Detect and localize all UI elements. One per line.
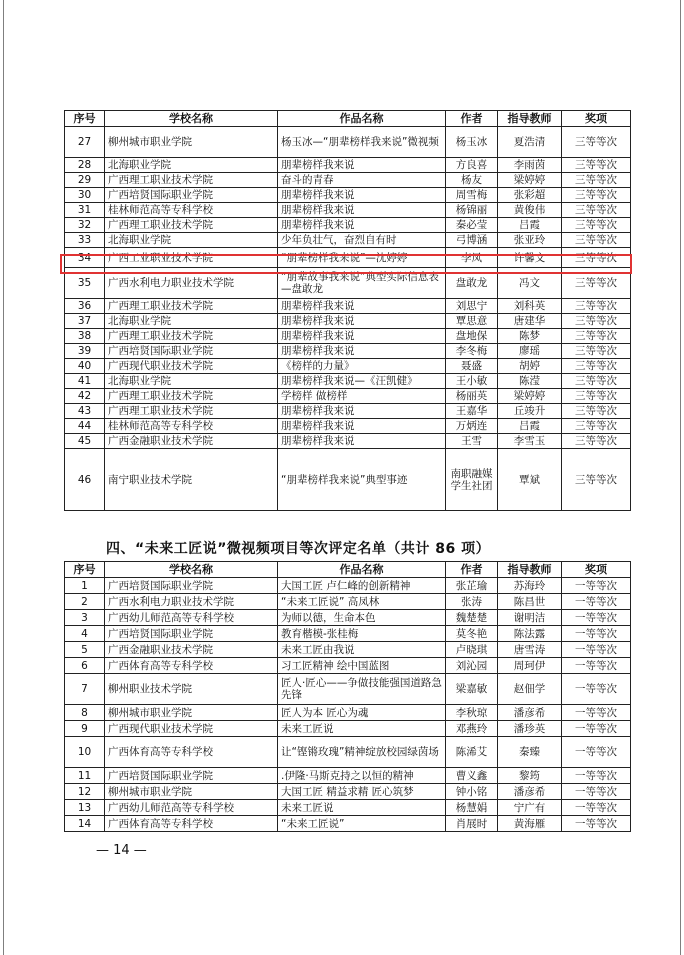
cell-index: 33 (65, 233, 105, 248)
header-award: 奖项 (562, 562, 631, 578)
cell-school: 广西理工职业技术学院 (105, 404, 278, 419)
cell-teacher: 吕霞 (498, 419, 562, 434)
table-header-row (65, 111, 631, 127)
cell-teacher: 黎筠 (498, 768, 562, 784)
cell-award: 三等等次 (562, 374, 631, 389)
cell-school: 广西体育高等专科学校 (105, 658, 278, 674)
table-row (65, 784, 631, 800)
cell-index: 11 (65, 768, 105, 784)
cell-work: 朋辈榜样我来说 (278, 188, 446, 203)
cell-award: 一等等次 (562, 737, 631, 768)
cell-index: 12 (65, 784, 105, 800)
cell-work: 少年负壮气，奋烈自有时 (278, 233, 446, 248)
cell-teacher: 刘科英 (498, 299, 562, 314)
award-table-previous-section (64, 110, 631, 511)
cell-author: 王嘉华 (446, 404, 498, 419)
cell-school: 广西培贤国际职业学院 (105, 344, 278, 359)
cell-school: 柳州城市职业学院 (105, 127, 278, 158)
cell-school: 广西培贤国际职业学院 (105, 768, 278, 784)
cell-work: 大国工匠 卢仁峰的创新精神 (278, 578, 446, 594)
cell-teacher: 李雪玉 (498, 434, 562, 449)
cell-author: 李凤 (446, 248, 498, 268)
table-row (65, 449, 631, 511)
cell-author: 刘思宁 (446, 299, 498, 314)
header-teacher: 指导教师 (498, 111, 562, 127)
cell-author: 李秋琼 (446, 705, 498, 721)
cell-teacher: 赵佃学 (498, 674, 562, 705)
table-row (65, 314, 631, 329)
cell-award: 一等等次 (562, 705, 631, 721)
cell-index: 1 (65, 578, 105, 594)
cell-author: 南职融媒学生社团 (446, 449, 498, 511)
cell-teacher: 冯文 (498, 268, 562, 299)
table-row (65, 299, 631, 314)
table-row (65, 233, 631, 248)
cell-author: 陈浠艾 (446, 737, 498, 768)
cell-award: 三等等次 (562, 389, 631, 404)
cell-index: 41 (65, 374, 105, 389)
cell-index: 39 (65, 344, 105, 359)
cell-work: 大国工匠 精益求精 匠心筑梦 (278, 784, 446, 800)
cell-award: 三等等次 (562, 419, 631, 434)
cell-award: 三等等次 (562, 173, 631, 188)
table-row (65, 594, 631, 610)
cell-index: 5 (65, 642, 105, 658)
cell-work: 朋辈榜样我来说 (278, 344, 446, 359)
table-row (65, 610, 631, 626)
cell-author: 秦必莹 (446, 218, 498, 233)
cell-work: 朋辈榜样我来说 (278, 218, 446, 233)
table-row (65, 674, 631, 705)
cell-index: 34 (65, 248, 105, 268)
table-row (65, 268, 631, 299)
cell-work: 教育楷模-张桂梅 (278, 626, 446, 642)
cell-author: 周雪梅 (446, 188, 498, 203)
table-row (65, 218, 631, 233)
table-row (65, 419, 631, 434)
cell-award: 一等等次 (562, 626, 631, 642)
table-row (65, 816, 631, 832)
cell-teacher: 潘彦希 (498, 784, 562, 800)
cell-author: 方良喜 (446, 158, 498, 173)
header-teacher: 指导教师 (498, 562, 562, 578)
cell-school: 广西理工职业技术学院 (105, 173, 278, 188)
header-index: 序号 (65, 562, 105, 578)
cell-author: 梁嘉敏 (446, 674, 498, 705)
table-row (65, 359, 631, 374)
table-row (65, 127, 631, 158)
cell-teacher: 潘珍英 (498, 721, 562, 737)
cell-award: 一等等次 (562, 610, 631, 626)
table-header-row (65, 562, 631, 578)
cell-index: 44 (65, 419, 105, 434)
cell-work: 朋辈榜样我来说 (278, 203, 446, 218)
table-row (65, 705, 631, 721)
cell-work: 《榜样的力量》 (278, 359, 446, 374)
cell-author: 邓燕玲 (446, 721, 498, 737)
cell-work: “朋辈榜样我来说”典型事迹 (278, 449, 446, 511)
cell-school: 北海职业学院 (105, 374, 278, 389)
cell-school: 柳州城市职业学院 (105, 705, 278, 721)
cell-author: 李冬梅 (446, 344, 498, 359)
cell-school: 广西培贤国际职业学院 (105, 188, 278, 203)
cell-school: 广西幼儿师范高等专科学校 (105, 610, 278, 626)
cell-teacher: 覃斌 (498, 449, 562, 511)
cell-work: 朋辈榜样我来说 (278, 404, 446, 419)
cell-award: 一等等次 (562, 816, 631, 832)
cell-author: 王雪 (446, 434, 498, 449)
cell-work: 未来工匠说 (278, 800, 446, 816)
cell-school: 广西水利电力职业技术学院 (105, 268, 278, 299)
cell-award: 一等等次 (562, 658, 631, 674)
cell-index: 45 (65, 434, 105, 449)
cell-award: 三等等次 (562, 203, 631, 218)
cell-award: 三等等次 (562, 329, 631, 344)
cell-award: 一等等次 (562, 578, 631, 594)
award-table-future-craftsman (64, 561, 631, 832)
table-row (65, 203, 631, 218)
cell-teacher: 张彩超 (498, 188, 562, 203)
table-row (65, 188, 631, 203)
cell-award: 三等等次 (562, 127, 631, 158)
header-school: 学校名称 (105, 111, 278, 127)
cell-work: 朋辈榜样我来说 (278, 299, 446, 314)
cell-school: 广西理工职业技术学院 (105, 329, 278, 344)
cell-award: 一等等次 (562, 594, 631, 610)
cell-award: 一等等次 (562, 721, 631, 737)
table-row (65, 389, 631, 404)
cell-award: 三等等次 (562, 233, 631, 248)
cell-teacher: 黄俊伟 (498, 203, 562, 218)
page-number: — 14 — (96, 843, 147, 858)
cell-award: 一等等次 (562, 674, 631, 705)
cell-school: 北海职业学院 (105, 158, 278, 173)
cell-work: 未来工匠说 (278, 721, 446, 737)
cell-index: 4 (65, 626, 105, 642)
cell-teacher: 陈梦 (498, 329, 562, 344)
cell-teacher: 陈法露 (498, 626, 562, 642)
page-border-right (680, 0, 681, 955)
cell-author: 钟小铭 (446, 784, 498, 800)
cell-author: 弓博涵 (446, 233, 498, 248)
cell-work: “未来工匠说” (278, 816, 446, 832)
cell-work: 朋辈榜样我来说 (278, 314, 446, 329)
cell-author: 杨玉冰 (446, 127, 498, 158)
cell-teacher: 梁婷婷 (498, 173, 562, 188)
cell-index: 14 (65, 816, 105, 832)
cell-school: 广西体育高等专科学校 (105, 737, 278, 768)
cell-award: 三等等次 (562, 299, 631, 314)
cell-school: 广西理工职业技术学院 (105, 299, 278, 314)
table-row (65, 434, 631, 449)
cell-school: 广西工业职业技术学院 (105, 248, 278, 268)
cell-school: 广西理工职业技术学院 (105, 389, 278, 404)
header-award: 奖项 (562, 111, 631, 127)
cell-author: 杨友 (446, 173, 498, 188)
cell-author: 魏楚楚 (446, 610, 498, 626)
cell-author: 王小敏 (446, 374, 498, 389)
cell-author: 肖展时 (446, 816, 498, 832)
cell-index: 10 (65, 737, 105, 768)
table-row (65, 658, 631, 674)
cell-index: 6 (65, 658, 105, 674)
cell-award: 一等等次 (562, 768, 631, 784)
cell-index: 43 (65, 404, 105, 419)
cell-work: 奋斗的青春 (278, 173, 446, 188)
cell-index: 29 (65, 173, 105, 188)
cell-award: 三等等次 (562, 314, 631, 329)
cell-author: 杨慧娟 (446, 800, 498, 816)
cell-index: 32 (65, 218, 105, 233)
header-school: 学校名称 (105, 562, 278, 578)
table-row (65, 800, 631, 816)
cell-author: 聂盛 (446, 359, 498, 374)
cell-work: 朋辈榜样我来说 (278, 419, 446, 434)
cell-award: 三等等次 (562, 268, 631, 299)
table-row (65, 374, 631, 389)
header-work: 作品名称 (278, 562, 446, 578)
cell-award: 一等等次 (562, 800, 631, 816)
cell-teacher: 谢明洁 (498, 610, 562, 626)
cell-award: 三等等次 (562, 188, 631, 203)
cell-school: 北海职业学院 (105, 314, 278, 329)
cell-teacher: 梁婷婷 (498, 389, 562, 404)
cell-author: 张涛 (446, 594, 498, 610)
cell-teacher: 周珂伊 (498, 658, 562, 674)
cell-author: 张芷瑜 (446, 578, 498, 594)
cell-work: “朋辈榜样我来说”—沈婷婷 (278, 248, 446, 268)
cell-author: 杨丽英 (446, 389, 498, 404)
header-index: 序号 (65, 111, 105, 127)
header-author: 作者 (446, 562, 498, 578)
cell-teacher: 夏浩清 (498, 127, 562, 158)
cell-author: 曹义鑫 (446, 768, 498, 784)
cell-index: 7 (65, 674, 105, 705)
cell-work: 朋辈榜样我来说—《汪凯健》 (278, 374, 446, 389)
cell-school: 广西幼儿师范高等专科学校 (105, 800, 278, 816)
cell-school: 桂林师范高等专科学校 (105, 419, 278, 434)
cell-work: “朋辈故事我来说”典型实际信息表—盘敢龙 (278, 268, 446, 299)
cell-school: 南宁职业技术学院 (105, 449, 278, 511)
cell-teacher: 唐建华 (498, 314, 562, 329)
cell-school: 广西现代职业技术学院 (105, 359, 278, 374)
cell-teacher: 张亚玲 (498, 233, 562, 248)
cell-work: “未来工匠说” 高凤林 (278, 594, 446, 610)
cell-index: 3 (65, 610, 105, 626)
cell-school: 广西体育高等专科学校 (105, 816, 278, 832)
cell-work: 为师以德，生命本色 (278, 610, 446, 626)
cell-index: 36 (65, 299, 105, 314)
table-row (65, 721, 631, 737)
cell-teacher: 李雨茵 (498, 158, 562, 173)
cell-index: 46 (65, 449, 105, 511)
cell-award: 三等等次 (562, 344, 631, 359)
cell-award: 三等等次 (562, 434, 631, 449)
table-row (65, 737, 631, 768)
page-border-left (3, 0, 4, 955)
cell-author: 万炳连 (446, 419, 498, 434)
cell-award: 三等等次 (562, 449, 631, 511)
cell-index: 35 (65, 268, 105, 299)
header-author: 作者 (446, 111, 498, 127)
cell-teacher: 陈昌世 (498, 594, 562, 610)
cell-work: 未来工匠由我说 (278, 642, 446, 658)
cell-index: 9 (65, 721, 105, 737)
cell-index: 31 (65, 203, 105, 218)
cell-work: 杨玉冰—“朋辈榜样我来说”微视频 (278, 127, 446, 158)
cell-index: 37 (65, 314, 105, 329)
table-row (65, 248, 631, 268)
cell-index: 8 (65, 705, 105, 721)
cell-teacher: 黄海雁 (498, 816, 562, 832)
cell-teacher: 陈滢 (498, 374, 562, 389)
cell-index: 2 (65, 594, 105, 610)
cell-teacher: 许馨文 (498, 248, 562, 268)
cell-teacher: 宁广有 (498, 800, 562, 816)
cell-work: 学榜样 做榜样 (278, 389, 446, 404)
cell-school: 广西金融职业技术学院 (105, 434, 278, 449)
cell-work: 匠人为本 匠心为魂 (278, 705, 446, 721)
cell-school: 广西培贤国际职业学院 (105, 626, 278, 642)
cell-teacher: 苏海玲 (498, 578, 562, 594)
table-row (65, 158, 631, 173)
cell-school: 广西金融职业技术学院 (105, 642, 278, 658)
cell-award: 三等等次 (562, 158, 631, 173)
cell-index: 38 (65, 329, 105, 344)
table-row (65, 768, 631, 784)
table-row (65, 626, 631, 642)
cell-author: 杨锦丽 (446, 203, 498, 218)
cell-teacher: 丘竣升 (498, 404, 562, 419)
cell-teacher: 吕霞 (498, 218, 562, 233)
cell-work: 朋辈榜样我来说 (278, 434, 446, 449)
cell-work: 朋辈榜样我来说 (278, 158, 446, 173)
cell-work: 朋辈榜样我来说 (278, 329, 446, 344)
table-row (65, 642, 631, 658)
cell-author: 莫冬艳 (446, 626, 498, 642)
cell-index: 40 (65, 359, 105, 374)
cell-school: 柳州职业技术学院 (105, 674, 278, 705)
cell-work: 让“铿锵玫瑰”精神绽放校园绿茵场 (278, 737, 446, 768)
cell-author: 刘沁园 (446, 658, 498, 674)
table-row (65, 173, 631, 188)
cell-work: .伊隆·马斯克持之以恒的精神 (278, 768, 446, 784)
cell-school: 广西培贤国际职业学院 (105, 578, 278, 594)
table-row (65, 404, 631, 419)
cell-index: 42 (65, 389, 105, 404)
cell-award: 三等等次 (562, 359, 631, 374)
cell-award: 三等等次 (562, 248, 631, 268)
cell-author: 覃思意 (446, 314, 498, 329)
header-work: 作品名称 (278, 111, 446, 127)
cell-index: 27 (65, 127, 105, 158)
cell-teacher: 秦臻 (498, 737, 562, 768)
cell-school: 广西水利电力职业技术学院 (105, 594, 278, 610)
cell-school: 广西理工职业技术学院 (105, 218, 278, 233)
section-heading: 四、“未来工匠说”微视频项目等次评定名单（共计 86 项） (106, 541, 491, 557)
cell-teacher: 唐雪涛 (498, 642, 562, 658)
cell-award: 一等等次 (562, 784, 631, 800)
table-row (65, 329, 631, 344)
cell-teacher: 潘彦希 (498, 705, 562, 721)
cell-work: 匠人·匠心——争做技能强国道路急先锋 (278, 674, 446, 705)
cell-school: 桂林师范高等专科学校 (105, 203, 278, 218)
cell-author: 卢晓琪 (446, 642, 498, 658)
cell-work: 习工匠精神 绘中国蓝图 (278, 658, 446, 674)
table-row (65, 344, 631, 359)
cell-index: 30 (65, 188, 105, 203)
cell-school: 北海职业学院 (105, 233, 278, 248)
table-row (65, 578, 631, 594)
cell-index: 13 (65, 800, 105, 816)
cell-index: 28 (65, 158, 105, 173)
cell-teacher: 胡婷 (498, 359, 562, 374)
cell-school: 广西现代职业技术学院 (105, 721, 278, 737)
cell-author: 盘敢龙 (446, 268, 498, 299)
cell-teacher: 廖瑶 (498, 344, 562, 359)
cell-award: 三等等次 (562, 218, 631, 233)
cell-school: 柳州城市职业学院 (105, 784, 278, 800)
cell-award: 一等等次 (562, 642, 631, 658)
cell-author: 盘地保 (446, 329, 498, 344)
cell-award: 三等等次 (562, 404, 631, 419)
